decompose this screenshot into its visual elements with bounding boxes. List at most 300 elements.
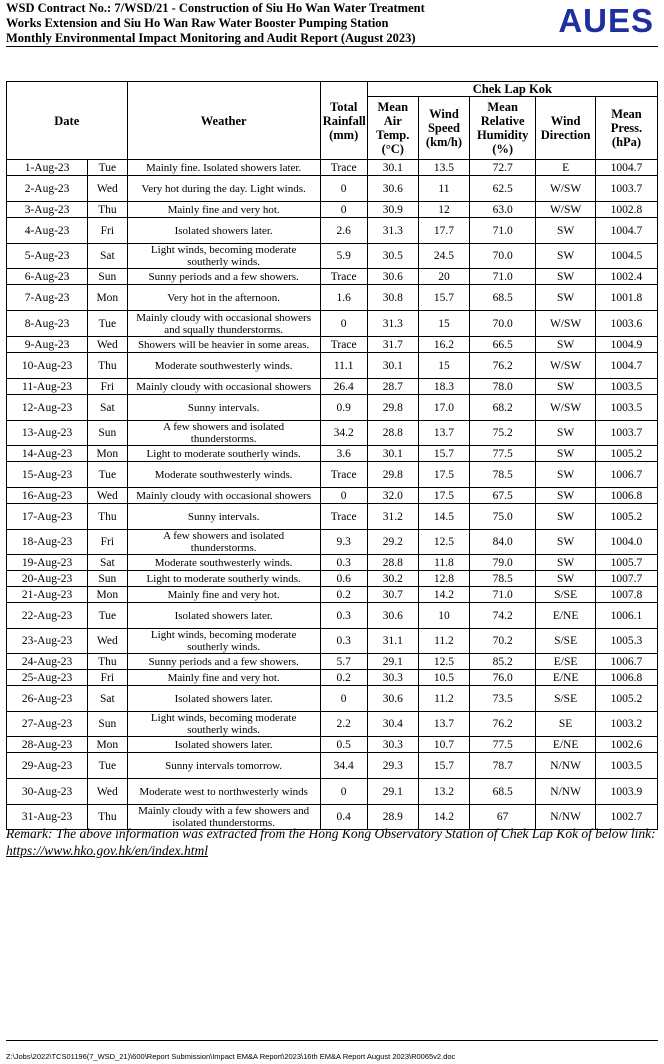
- wind-direction-cell: S/SE: [536, 629, 596, 654]
- table-body: [7, 160, 658, 830]
- day-cell: Tue: [88, 160, 127, 176]
- day-cell: Mon: [88, 285, 127, 311]
- weather-cell: Mainly fine and very hot.: [127, 202, 320, 218]
- rainfall-cell: 0: [320, 686, 367, 712]
- rainfall-cell: 0.2: [320, 670, 367, 686]
- wind-speed-cell: 20: [418, 269, 469, 285]
- date-cell: 29-Aug-23: [7, 753, 88, 779]
- remark-text: Remark: The above information was extracted from the Hong Kong Observatory Station of Chek Lap Kok of below link:: [6, 826, 656, 841]
- humidity-cell: 78.5: [470, 462, 536, 488]
- pressure-cell: 1002.4: [595, 269, 657, 285]
- day-cell: Wed: [88, 488, 127, 504]
- wind-direction-cell: N/NW: [536, 753, 596, 779]
- wind-direction-cell: N/NW: [536, 779, 596, 805]
- table-row: [7, 202, 658, 218]
- pressure-cell: 1005.2: [595, 446, 657, 462]
- pressure-cell: 1005.7: [595, 555, 657, 571]
- humidity-cell: 67: [470, 805, 536, 830]
- date-cell: 2-Aug-23: [7, 176, 88, 202]
- wind-direction-cell: W/SW: [536, 311, 596, 337]
- pressure-cell: 1003.6: [595, 311, 657, 337]
- table-row: [7, 285, 658, 311]
- weather-cell: Isolated showers later.: [127, 218, 320, 244]
- date-cell: 6-Aug-23: [7, 269, 88, 285]
- rainfall-cell: 1.6: [320, 285, 367, 311]
- date-cell: 17-Aug-23: [7, 504, 88, 530]
- date-cell: 5-Aug-23: [7, 244, 88, 269]
- wind-direction-cell: SW: [536, 571, 596, 587]
- day-cell: Wed: [88, 176, 127, 202]
- day-cell: Wed: [88, 337, 127, 353]
- day-cell: Thu: [88, 353, 127, 379]
- column-header-date: Date: [7, 82, 128, 160]
- wind-speed-cell: 12.5: [418, 530, 469, 555]
- wind-direction-cell: E/SE: [536, 654, 596, 670]
- humidity-cell: 68.5: [470, 779, 536, 805]
- temp-cell: 29.2: [367, 530, 418, 555]
- rainfall-cell: 0: [320, 311, 367, 337]
- wind-speed-cell: 14.5: [418, 504, 469, 530]
- wind-direction-cell: SW: [536, 555, 596, 571]
- hko-link[interactable]: https://www.hko.gov.hk/en/index.html: [6, 843, 208, 858]
- weather-cell: Mainly fine. Isolated showers later.: [127, 160, 320, 176]
- date-cell: 10-Aug-23: [7, 353, 88, 379]
- weather-cell: Very hot during the day. Light winds.: [127, 176, 320, 202]
- wind-direction-cell: SW: [536, 379, 596, 395]
- wind-speed-cell: 17.5: [418, 488, 469, 504]
- table-row: [7, 587, 658, 603]
- wind-direction-cell: SW: [536, 446, 596, 462]
- weather-cell: Mainly cloudy with occasional showers and squally thunderstorms.: [127, 311, 320, 337]
- wind-speed-cell: 18.3: [418, 379, 469, 395]
- wind-speed-cell: 17.7: [418, 218, 469, 244]
- date-cell: 31-Aug-23: [7, 805, 88, 830]
- date-cell: 4-Aug-23: [7, 218, 88, 244]
- pressure-cell: 1004.0: [595, 530, 657, 555]
- pressure-cell: 1007.8: [595, 587, 657, 603]
- wind-speed-cell: 24.5: [418, 244, 469, 269]
- temp-cell: 31.3: [367, 311, 418, 337]
- date-cell: 25-Aug-23: [7, 670, 88, 686]
- wind-speed-cell: 13.7: [418, 712, 469, 737]
- temp-cell: 31.7: [367, 337, 418, 353]
- humidity-cell: 68.2: [470, 395, 536, 421]
- humidity-cell: 78.5: [470, 571, 536, 587]
- pressure-cell: 1003.7: [595, 176, 657, 202]
- humidity-cell: 70.2: [470, 629, 536, 654]
- table-row: [7, 603, 658, 629]
- humidity-cell: 75.0: [470, 504, 536, 530]
- wind-speed-cell: 13.2: [418, 779, 469, 805]
- page-header: [6, 0, 658, 47]
- wind-direction-cell: SW: [536, 488, 596, 504]
- day-cell: Thu: [88, 805, 127, 830]
- rainfall-cell: 0.9: [320, 395, 367, 421]
- rainfall-cell: 3.6: [320, 446, 367, 462]
- wind-direction-cell: SW: [536, 244, 596, 269]
- temp-cell: 29.8: [367, 462, 418, 488]
- wind-direction-cell: SW: [536, 504, 596, 530]
- table-row: [7, 571, 658, 587]
- temp-cell: 31.2: [367, 504, 418, 530]
- table-row: [7, 421, 658, 446]
- rainfall-cell: Trace: [320, 160, 367, 176]
- wind-direction-cell: SW: [536, 462, 596, 488]
- weather-cell: Light winds, becoming moderate southerly winds.: [127, 712, 320, 737]
- day-cell: Fri: [88, 218, 127, 244]
- humidity-cell: 76.0: [470, 670, 536, 686]
- humidity-cell: 71.0: [470, 218, 536, 244]
- weather-cell: Light winds, becoming moderate southerly winds.: [127, 629, 320, 654]
- footer-divider: [6, 1040, 658, 1041]
- temp-cell: 30.3: [367, 670, 418, 686]
- table-row: [7, 654, 658, 670]
- file-path-footer: Z:\Jobs\2022\TCS01196(7_WSD_21)\600\Report Submission\Impact EM&A Report\2023\16th EM&A Report August 2023\R0065v2.doc: [6, 1052, 456, 1061]
- column-header-humidity: Mean Relative Humidity (%): [470, 97, 536, 160]
- table-row: [7, 629, 658, 654]
- humidity-cell: 78.0: [470, 379, 536, 395]
- weather-cell: Light to moderate southerly winds.: [127, 446, 320, 462]
- report-title: [6, 1, 425, 46]
- remark: [6, 825, 662, 859]
- wind-speed-cell: 13.7: [418, 421, 469, 446]
- pressure-cell: 1006.7: [595, 462, 657, 488]
- table-row: [7, 462, 658, 488]
- weather-cell: A few showers and isolated thunderstorms.: [127, 421, 320, 446]
- day-cell: Wed: [88, 629, 127, 654]
- rainfall-cell: Trace: [320, 504, 367, 530]
- table-row: [7, 269, 658, 285]
- temp-cell: 28.8: [367, 555, 418, 571]
- station-header: Chek Lap Kok: [367, 82, 657, 97]
- table-row: [7, 504, 658, 530]
- wind-direction-cell: SW: [536, 269, 596, 285]
- pressure-cell: 1004.5: [595, 244, 657, 269]
- temp-cell: 28.9: [367, 805, 418, 830]
- date-cell: 27-Aug-23: [7, 712, 88, 737]
- pressure-cell: 1005.3: [595, 629, 657, 654]
- humidity-cell: 77.5: [470, 446, 536, 462]
- wind-speed-cell: 12.8: [418, 571, 469, 587]
- title-line: WSD Contract No.: 7/WSD/21 - Construction of Siu Ho Wan Water Treatment: [6, 1, 425, 15]
- day-cell: Thu: [88, 504, 127, 530]
- date-cell: 28-Aug-23: [7, 737, 88, 753]
- column-header-pressure: Mean Press. (hPa): [595, 97, 657, 160]
- weather-cell: Isolated showers later.: [127, 603, 320, 629]
- table-row: [7, 379, 658, 395]
- temp-cell: 28.7: [367, 379, 418, 395]
- table-row: [7, 176, 658, 202]
- wind-speed-cell: 12.5: [418, 654, 469, 670]
- day-cell: Sat: [88, 686, 127, 712]
- date-cell: 18-Aug-23: [7, 530, 88, 555]
- temp-cell: 30.5: [367, 244, 418, 269]
- rainfall-cell: 34.4: [320, 753, 367, 779]
- humidity-cell: 71.0: [470, 269, 536, 285]
- weather-cell: Sunny intervals.: [127, 395, 320, 421]
- weather-cell: Moderate southwesterly winds.: [127, 462, 320, 488]
- wind-speed-cell: 11: [418, 176, 469, 202]
- pressure-cell: 1003.5: [595, 395, 657, 421]
- day-cell: Fri: [88, 379, 127, 395]
- weather-cell: Mainly fine and very hot.: [127, 587, 320, 603]
- pressure-cell: 1003.7: [595, 421, 657, 446]
- weather-cell: Mainly cloudy with occasional showers: [127, 488, 320, 504]
- weather-cell: A few showers and isolated thunderstorms.: [127, 530, 320, 555]
- rainfall-cell: 11.1: [320, 353, 367, 379]
- pressure-cell: 1001.8: [595, 285, 657, 311]
- column-header-temp: Mean Air Temp. (°C): [367, 97, 418, 160]
- weather-cell: Mainly cloudy with a few showers and isolated thunderstorms.: [127, 805, 320, 830]
- weather-cell: Sunny periods and a few showers.: [127, 654, 320, 670]
- wind-speed-cell: 11.2: [418, 686, 469, 712]
- table-row: [7, 555, 658, 571]
- temp-cell: 28.8: [367, 421, 418, 446]
- temp-cell: 29.1: [367, 779, 418, 805]
- table-row: [7, 311, 658, 337]
- table-row: [7, 218, 658, 244]
- pressure-cell: 1003.5: [595, 379, 657, 395]
- table-row: [7, 737, 658, 753]
- temp-cell: 29.1: [367, 654, 418, 670]
- temp-cell: 31.3: [367, 218, 418, 244]
- wind-direction-cell: SE: [536, 712, 596, 737]
- humidity-cell: 76.2: [470, 712, 536, 737]
- humidity-cell: 66.5: [470, 337, 536, 353]
- wind-speed-cell: 15.7: [418, 285, 469, 311]
- pressure-cell: 1003.2: [595, 712, 657, 737]
- temp-cell: 31.1: [367, 629, 418, 654]
- day-cell: Thu: [88, 202, 127, 218]
- humidity-cell: 79.0: [470, 555, 536, 571]
- day-cell: Sun: [88, 421, 127, 446]
- wind-speed-cell: 14.2: [418, 587, 469, 603]
- rainfall-cell: 0.3: [320, 603, 367, 629]
- pressure-cell: 1002.6: [595, 737, 657, 753]
- table-row: [7, 395, 658, 421]
- aues-logo: AUES: [558, 2, 654, 39]
- column-header-wind-speed: Wind Speed (km/h): [418, 97, 469, 160]
- table-row: [7, 244, 658, 269]
- rainfall-cell: 0.3: [320, 555, 367, 571]
- temp-cell: 30.1: [367, 446, 418, 462]
- weather-cell: Light winds, becoming moderate southerly winds.: [127, 244, 320, 269]
- table-row: [7, 686, 658, 712]
- temp-cell: 30.6: [367, 176, 418, 202]
- temp-cell: 30.4: [367, 712, 418, 737]
- weather-cell: Moderate southwesterly winds.: [127, 353, 320, 379]
- weather-cell: Isolated showers later.: [127, 686, 320, 712]
- day-cell: Sat: [88, 244, 127, 269]
- rainfall-cell: 0.4: [320, 805, 367, 830]
- date-cell: 1-Aug-23: [7, 160, 88, 176]
- rainfall-cell: 2.6: [320, 218, 367, 244]
- wind-direction-cell: E/NE: [536, 670, 596, 686]
- column-header-wind-direction: Wind Direction: [536, 97, 596, 160]
- date-cell: 16-Aug-23: [7, 488, 88, 504]
- table-row: [7, 488, 658, 504]
- rainfall-cell: 0.6: [320, 571, 367, 587]
- date-cell: 21-Aug-23: [7, 587, 88, 603]
- pressure-cell: 1005.2: [595, 686, 657, 712]
- date-cell: 13-Aug-23: [7, 421, 88, 446]
- weather-cell: Showers will be heavier in some areas.: [127, 337, 320, 353]
- table-row: [7, 670, 658, 686]
- pressure-cell: 1006.8: [595, 670, 657, 686]
- weather-cell: Sunny intervals tomorrow.: [127, 753, 320, 779]
- temp-cell: 30.3: [367, 737, 418, 753]
- wind-speed-cell: 12: [418, 202, 469, 218]
- pressure-cell: 1002.8: [595, 202, 657, 218]
- rainfall-cell: 2.2: [320, 712, 367, 737]
- rainfall-cell: 0.5: [320, 737, 367, 753]
- date-cell: 8-Aug-23: [7, 311, 88, 337]
- date-cell: 14-Aug-23: [7, 446, 88, 462]
- day-cell: Sun: [88, 571, 127, 587]
- rainfall-cell: 0.2: [320, 587, 367, 603]
- wind-direction-cell: SW: [536, 530, 596, 555]
- wind-direction-cell: E: [536, 160, 596, 176]
- humidity-cell: 78.7: [470, 753, 536, 779]
- wind-speed-cell: 15.7: [418, 753, 469, 779]
- pressure-cell: 1004.7: [595, 218, 657, 244]
- pressure-cell: 1003.5: [595, 753, 657, 779]
- rainfall-cell: 9.3: [320, 530, 367, 555]
- rainfall-cell: 5.7: [320, 654, 367, 670]
- humidity-cell: 70.0: [470, 311, 536, 337]
- date-cell: 23-Aug-23: [7, 629, 88, 654]
- date-cell: 30-Aug-23: [7, 779, 88, 805]
- wind-speed-cell: 17.0: [418, 395, 469, 421]
- wind-direction-cell: W/SW: [536, 176, 596, 202]
- pressure-cell: 1006.1: [595, 603, 657, 629]
- wind-direction-cell: SW: [536, 285, 596, 311]
- rainfall-cell: Trace: [320, 462, 367, 488]
- humidity-cell: 67.5: [470, 488, 536, 504]
- wind-direction-cell: W/SW: [536, 202, 596, 218]
- wind-direction-cell: E/NE: [536, 737, 596, 753]
- table-row: [7, 712, 658, 737]
- wind-speed-cell: 10.7: [418, 737, 469, 753]
- humidity-cell: 63.0: [470, 202, 536, 218]
- rainfall-cell: 26.4: [320, 379, 367, 395]
- humidity-cell: 71.0: [470, 587, 536, 603]
- pressure-cell: 1006.8: [595, 488, 657, 504]
- rainfall-cell: 0: [320, 202, 367, 218]
- temp-cell: 30.1: [367, 353, 418, 379]
- humidity-cell: 84.0: [470, 530, 536, 555]
- date-cell: 19-Aug-23: [7, 555, 88, 571]
- wind-direction-cell: W/SW: [536, 395, 596, 421]
- date-cell: 26-Aug-23: [7, 686, 88, 712]
- rainfall-cell: Trace: [320, 269, 367, 285]
- table-row: [7, 530, 658, 555]
- day-cell: Tue: [88, 603, 127, 629]
- weather-cell: Sunny intervals.: [127, 504, 320, 530]
- pressure-cell: 1004.7: [595, 160, 657, 176]
- wind-speed-cell: 10: [418, 603, 469, 629]
- weather-cell: Light to moderate southerly winds.: [127, 571, 320, 587]
- day-cell: Tue: [88, 753, 127, 779]
- table-row: [7, 353, 658, 379]
- temp-cell: 30.8: [367, 285, 418, 311]
- pressure-cell: 1004.7: [595, 353, 657, 379]
- temp-cell: 30.1: [367, 160, 418, 176]
- date-cell: 11-Aug-23: [7, 379, 88, 395]
- date-cell: 9-Aug-23: [7, 337, 88, 353]
- humidity-cell: 76.2: [470, 353, 536, 379]
- date-cell: 7-Aug-23: [7, 285, 88, 311]
- day-cell: Sun: [88, 712, 127, 737]
- rainfall-cell: Trace: [320, 337, 367, 353]
- wind-speed-cell: 11.8: [418, 555, 469, 571]
- temp-cell: 30.2: [367, 571, 418, 587]
- table-row: [7, 337, 658, 353]
- day-cell: Wed: [88, 779, 127, 805]
- humidity-cell: 72.7: [470, 160, 536, 176]
- day-cell: Sun: [88, 269, 127, 285]
- pressure-cell: 1002.7: [595, 805, 657, 830]
- wind-direction-cell: SW: [536, 337, 596, 353]
- weather-cell: Moderate southwesterly winds.: [127, 555, 320, 571]
- weather-cell: Mainly fine and very hot.: [127, 670, 320, 686]
- humidity-cell: 73.5: [470, 686, 536, 712]
- weather-cell: Very hot in the afternoon.: [127, 285, 320, 311]
- wind-speed-cell: 17.5: [418, 462, 469, 488]
- temp-cell: 29.8: [367, 395, 418, 421]
- wind-direction-cell: W/SW: [536, 353, 596, 379]
- column-header-weather: Weather: [127, 82, 320, 160]
- wind-speed-cell: 15.7: [418, 446, 469, 462]
- temp-cell: 30.6: [367, 269, 418, 285]
- date-cell: 3-Aug-23: [7, 202, 88, 218]
- date-cell: 24-Aug-23: [7, 654, 88, 670]
- rainfall-cell: 0.3: [320, 629, 367, 654]
- wind-speed-cell: 15: [418, 311, 469, 337]
- temp-cell: 29.3: [367, 753, 418, 779]
- wind-speed-cell: 16.2: [418, 337, 469, 353]
- column-header-rainfall: Total Rainfall (mm): [320, 82, 367, 160]
- humidity-cell: 68.5: [470, 285, 536, 311]
- table-row: [7, 753, 658, 779]
- date-cell: 20-Aug-23: [7, 571, 88, 587]
- day-cell: Tue: [88, 311, 127, 337]
- rainfall-cell: 34.2: [320, 421, 367, 446]
- humidity-cell: 75.2: [470, 421, 536, 446]
- day-cell: Fri: [88, 530, 127, 555]
- day-cell: Tue: [88, 462, 127, 488]
- pressure-cell: 1007.7: [595, 571, 657, 587]
- humidity-cell: 85.2: [470, 654, 536, 670]
- weather-cell: Sunny periods and a few showers.: [127, 269, 320, 285]
- pressure-cell: 1006.7: [595, 654, 657, 670]
- table-row: [7, 779, 658, 805]
- day-cell: Sat: [88, 555, 127, 571]
- temp-cell: 30.6: [367, 686, 418, 712]
- pressure-cell: 1005.2: [595, 504, 657, 530]
- temp-cell: 30.7: [367, 587, 418, 603]
- humidity-cell: 77.5: [470, 737, 536, 753]
- day-cell: Mon: [88, 737, 127, 753]
- wind-speed-cell: 15: [418, 353, 469, 379]
- wind-direction-cell: SW: [536, 218, 596, 244]
- humidity-cell: 70.0: [470, 244, 536, 269]
- wind-speed-cell: 10.5: [418, 670, 469, 686]
- temp-cell: 30.9: [367, 202, 418, 218]
- day-cell: Thu: [88, 654, 127, 670]
- humidity-cell: 74.2: [470, 603, 536, 629]
- pressure-cell: 1003.9: [595, 779, 657, 805]
